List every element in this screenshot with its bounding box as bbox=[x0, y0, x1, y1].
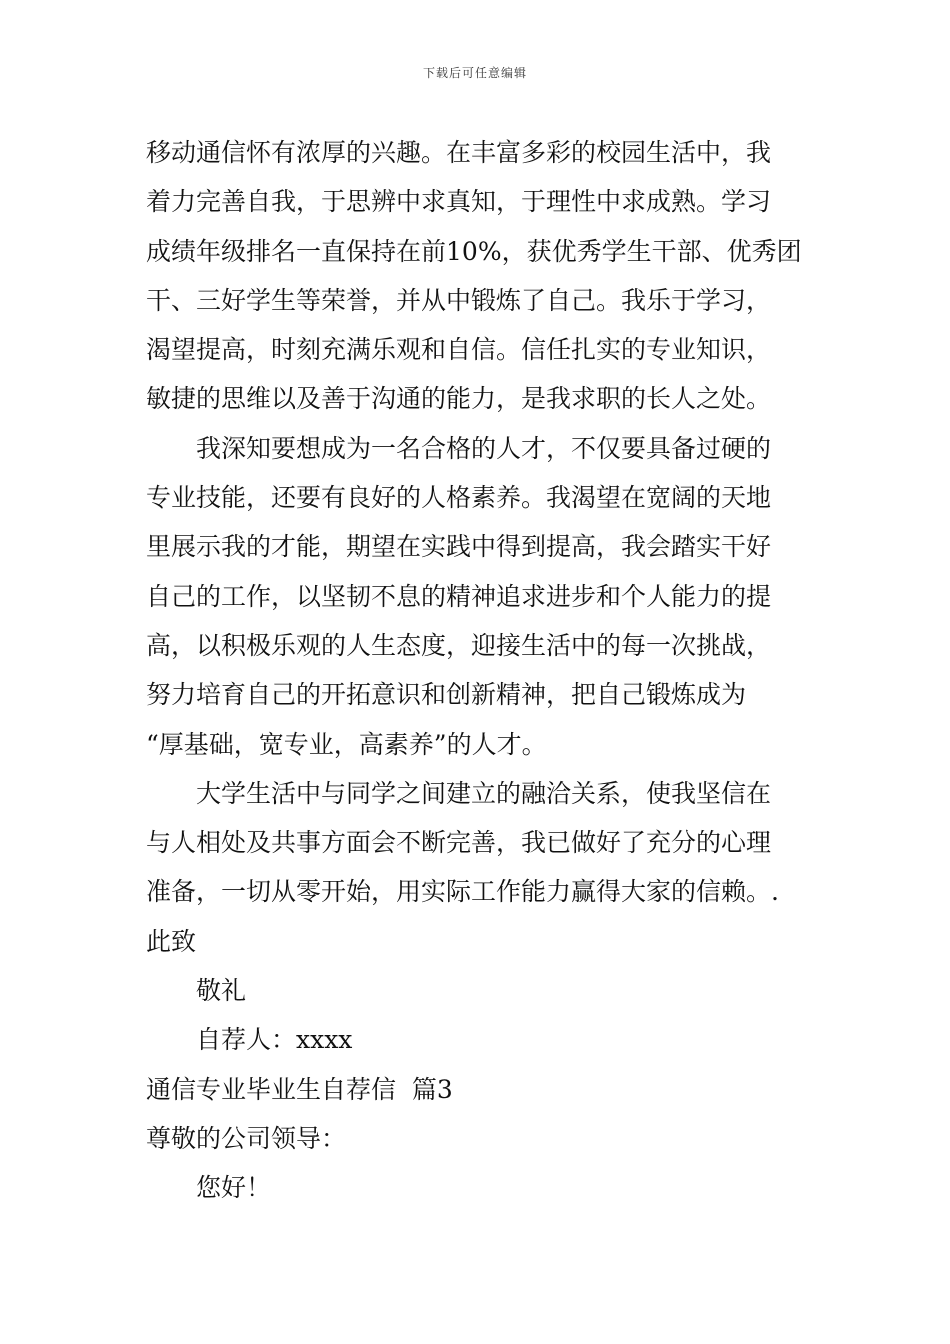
letter-body bbox=[146, 128, 806, 1213]
text-line: 干、三好学生等荣誉，并从中锻炼了自己。我乐于学习， bbox=[146, 285, 772, 315]
closing-signature: 自荐人：xxxx bbox=[196, 1025, 353, 1055]
text-line: 准备，一切从零开始，用实际工作能力赢得大家的信赖。. bbox=[146, 877, 779, 907]
text-line: 成绩年级排名一直保持在前10%，获优秀学生干部、优秀团 bbox=[146, 236, 802, 266]
text-line: 移动通信怀有浓厚的兴趣。在丰富多彩的校园生活中，我 bbox=[146, 138, 772, 167]
text-line: 敏捷的思维以及善于沟通的能力，是我求职的长人之处。 bbox=[146, 384, 772, 414]
text-line: 渴望提高，时刻充满乐观和自信。信任扎实的专业知识， bbox=[146, 335, 772, 365]
text-line: 大学生活中与同学之间建立的融洽关系，使我坚信在 bbox=[196, 778, 772, 808]
text-line: 高，以积极乐观的人生态度，迎接生活中的每一次挑战， bbox=[146, 630, 772, 660]
text-line: 自己的工作，以坚韧不息的精神追求进步和个人能力的提 bbox=[146, 581, 772, 611]
section-title: 通信专业毕业生自荐信 篇3 bbox=[146, 1074, 453, 1104]
text-line: 专业技能，还要有良好的人格素养。我渴望在宽阔的天地 bbox=[146, 483, 772, 513]
text-line: “厚基础，宽专业，高素养”的人才。 bbox=[146, 729, 547, 759]
text-line: 我深知要想成为一名合格的人才，不仅要具备过硬的 bbox=[196, 433, 772, 463]
letter-greeting: 您好！ bbox=[196, 1173, 272, 1203]
text-line: 着力完善自我，于思辨中求真知，于理性中求成熟。学习 bbox=[146, 187, 772, 217]
paragraph-interests bbox=[146, 128, 806, 424]
paragraph-aspirations bbox=[146, 424, 806, 769]
header-note: 下载后可任意编辑 bbox=[422, 66, 527, 80]
paragraph-relationships bbox=[146, 769, 806, 917]
closing-salutation: 此致 bbox=[146, 926, 197, 956]
text-line: 与人相处及共事方面会不断完善，我已做好了充分的心理 bbox=[146, 828, 772, 858]
text-line: 里展示我的才能，期望在实践中得到提高，我会踏实干好 bbox=[146, 532, 772, 562]
closing-regards: 敬礼 bbox=[196, 976, 247, 1006]
letter-recipient: 尊敬的公司领导： bbox=[146, 1123, 347, 1153]
text-line: 努力培育自己的开拓意识和创新精神，把自己锻炼成为 bbox=[146, 680, 747, 710]
